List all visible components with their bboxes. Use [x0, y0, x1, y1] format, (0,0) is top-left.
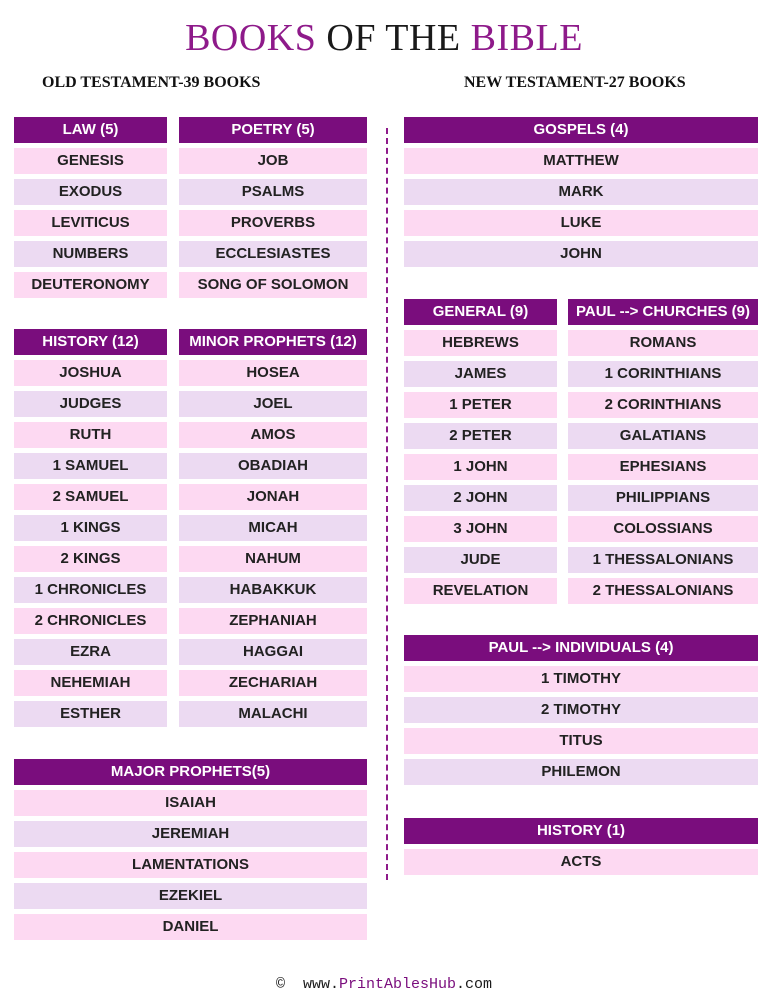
book-row: ZEPHANIAH — [179, 608, 367, 634]
group-history — [14, 329, 167, 732]
book-row: 2 TIMOTHY — [404, 697, 758, 723]
group-gospels — [404, 117, 758, 272]
book-row: 2 CORINTHIANS — [568, 392, 758, 418]
book-row: LEVITICUS — [14, 210, 167, 236]
paul-churches-book-list — [568, 330, 758, 604]
book-row: 2 THESSALONIANS — [568, 578, 758, 604]
copyright-icon: © — [275, 976, 285, 993]
book-row: OBADIAH — [179, 453, 367, 479]
book-row: HAGGAI — [179, 639, 367, 665]
page-title — [0, 14, 768, 62]
book-row: JOSHUA — [14, 360, 167, 386]
paul-churches-header: PAUL --> CHURCHES (9) — [568, 299, 758, 325]
book-row: AMOS — [179, 422, 367, 448]
book-row: 2 JOHN — [404, 485, 557, 511]
book-row: 2 SAMUEL — [14, 484, 167, 510]
book-row: PSALMS — [179, 179, 367, 205]
book-row: ZECHARIAH — [179, 670, 367, 696]
book-row: PHILIPPIANS — [568, 485, 758, 511]
general-book-list — [404, 330, 557, 604]
book-row: 2 KINGS — [14, 546, 167, 572]
book-row: JOEL — [179, 391, 367, 417]
book-row: ESTHER — [14, 701, 167, 727]
paul-individuals-book-list — [404, 666, 758, 785]
book-row: NAHUM — [179, 546, 367, 572]
book-row: JOB — [179, 148, 367, 174]
book-row: 1 SAMUEL — [14, 453, 167, 479]
book-row: MICAH — [179, 515, 367, 541]
major-prophets-book-list — [14, 790, 367, 940]
book-row: ACTS — [404, 849, 758, 875]
book-row: EZEKIEL — [14, 883, 367, 909]
book-row: EXODUS — [14, 179, 167, 205]
book-row: JONAH — [179, 484, 367, 510]
footer-brand: PrintAblesHub — [339, 976, 457, 993]
group-general — [404, 299, 557, 609]
book-row: COLOSSIANS — [568, 516, 758, 542]
book-row: 1 CHRONICLES — [14, 577, 167, 603]
book-row: GALATIANS — [568, 423, 758, 449]
history-book-list — [14, 360, 167, 727]
book-row: 3 JOHN — [404, 516, 557, 542]
paul-individuals-header: PAUL --> INDIVIDUALS (4) — [404, 635, 758, 661]
group-minor-prophets — [179, 329, 367, 732]
gospels-book-list — [404, 148, 758, 267]
book-row: REVELATION — [404, 578, 557, 604]
book-row: ROMANS — [568, 330, 758, 356]
law-book-list — [14, 148, 167, 298]
book-row: LUKE — [404, 210, 758, 236]
group-poetry — [179, 117, 367, 303]
general-header: GENERAL (9) — [404, 299, 557, 325]
title-word-bible: BIBLE — [470, 17, 583, 59]
book-row: GENESIS — [14, 148, 167, 174]
law-header: LAW (5) — [14, 117, 167, 143]
group-paul-individuals — [404, 635, 758, 790]
book-row: 1 THESSALONIANS — [568, 547, 758, 573]
book-row: 2 CHRONICLES — [14, 608, 167, 634]
book-row: DEUTERONOMY — [14, 272, 167, 298]
gospels-header: GOSPELS (4) — [404, 117, 758, 143]
book-row: PHILEMON — [404, 759, 758, 785]
history-header: HISTORY (12) — [14, 329, 167, 355]
group-paul-churches — [568, 299, 758, 609]
book-row: 1 JOHN — [404, 454, 557, 480]
nt-history-header: HISTORY (1) — [404, 818, 758, 844]
book-row: PROVERBS — [179, 210, 367, 236]
book-row: ISAIAH — [14, 790, 367, 816]
poetry-book-list — [179, 148, 367, 298]
book-row: JUDE — [404, 547, 557, 573]
group-nt-history — [404, 818, 758, 880]
book-row: MATTHEW — [404, 148, 758, 174]
book-row: JEREMIAH — [14, 821, 367, 847]
old-testament-heading: OLD TESTAMENT-39 BOOKS — [42, 74, 261, 91]
testament-divider — [386, 128, 388, 880]
book-row: 1 TIMOTHY — [404, 666, 758, 692]
book-row: NEHEMIAH — [14, 670, 167, 696]
book-row: JOHN — [404, 241, 758, 267]
nt-history-book-list — [404, 849, 758, 875]
poetry-header: POETRY (5) — [179, 117, 367, 143]
book-row: EPHESIANS — [568, 454, 758, 480]
footer-suffix: .com — [456, 976, 493, 993]
minor-prophets-book-list — [179, 360, 367, 727]
major-prophets-header: MAJOR PROPHETS(5) — [14, 759, 367, 785]
minor-prophets-header: MINOR PROPHETS (12) — [179, 329, 367, 355]
book-row: EZRA — [14, 639, 167, 665]
book-row: SONG OF SOLOMON — [179, 272, 367, 298]
book-row: HEBREWS — [404, 330, 557, 356]
book-row: DANIEL — [14, 914, 367, 940]
group-major-prophets — [14, 759, 367, 945]
book-row: JAMES — [404, 361, 557, 387]
book-row: JUDGES — [14, 391, 167, 417]
book-row: MARK — [404, 179, 758, 205]
book-row: ECCLESIASTES — [179, 241, 367, 267]
book-row: 2 PETER — [404, 423, 557, 449]
new-testament-heading: NEW TESTAMENT-27 BOOKS — [464, 74, 686, 91]
title-word-of-the: OF THE — [316, 17, 471, 59]
footer-prefix: www. — [302, 976, 339, 993]
book-row: RUTH — [14, 422, 167, 448]
book-row: 1 PETER — [404, 392, 557, 418]
book-row: LAMENTATIONS — [14, 852, 367, 878]
title-word-books: BOOKS — [185, 17, 317, 59]
book-row: TITUS — [404, 728, 758, 754]
book-row: NUMBERS — [14, 241, 167, 267]
book-row: 1 CORINTHIANS — [568, 361, 758, 387]
book-row: 1 KINGS — [14, 515, 167, 541]
book-row: HABAKKUK — [179, 577, 367, 603]
group-law — [14, 117, 167, 303]
footer — [0, 976, 768, 993]
book-row: HOSEA — [179, 360, 367, 386]
book-row: MALACHI — [179, 701, 367, 727]
